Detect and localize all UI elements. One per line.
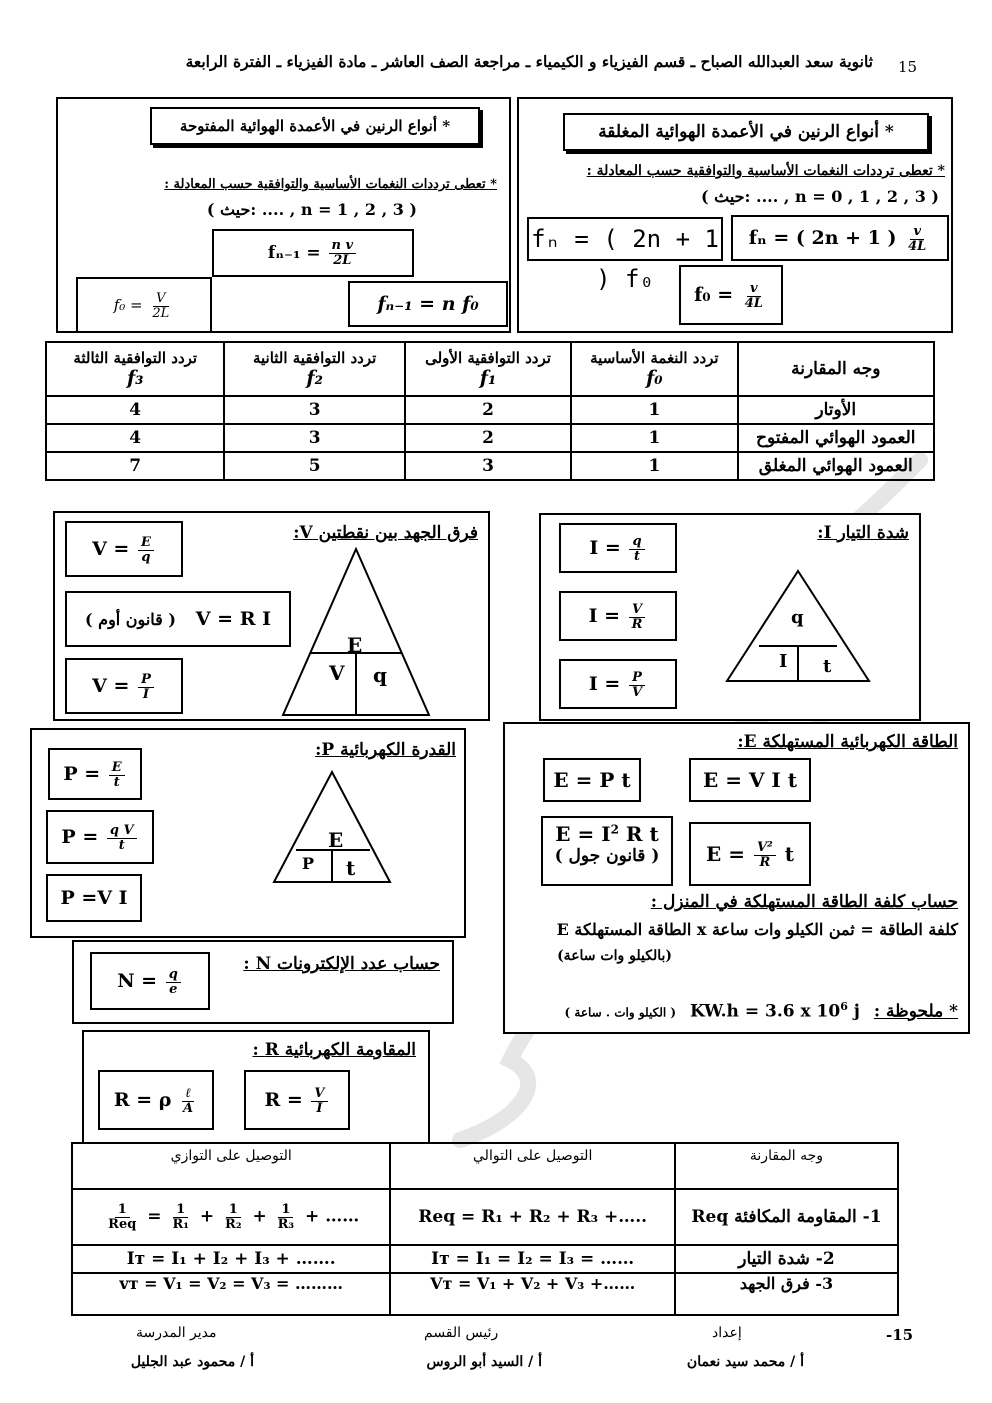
energy-f1-box xyxy=(543,758,641,802)
row-label: العمود الهوائي المفتوح xyxy=(738,424,934,452)
frac-num: 1 xyxy=(115,1203,130,1218)
table-row xyxy=(46,424,934,452)
energy-cost-eq: كلفة الطاقة = ثمن الكيلو وات ساعة x الطاقة المستهلكة E xyxy=(556,920,958,939)
voltage-f2-box xyxy=(65,591,291,647)
series-req: Req = R₁ + R₂ + R₃ +….. xyxy=(390,1189,675,1245)
page-number: 15 xyxy=(898,58,918,76)
energy-f3-box xyxy=(541,816,673,886)
current-panel xyxy=(539,513,921,721)
frac-num: 1 xyxy=(173,1203,188,1218)
header-label: وجه المقارنة xyxy=(791,359,881,379)
open-where: ( n = 1 , 2 , 3 , .... :حيث ) xyxy=(206,200,417,219)
energy-note-unit: ( الكيلو وات . ساعة ) xyxy=(564,1005,677,1020)
energy-f4-box xyxy=(689,822,811,886)
voltage-tri-right: q xyxy=(373,663,387,687)
energy-cost-title: حساب كلفة الطاقة المستهلكة في المنزل : xyxy=(650,892,958,912)
power-f3: P =V I xyxy=(60,887,128,909)
resistance-f1-num: ℓ xyxy=(182,1087,194,1102)
open-eq1-lhs: fₙ₋₁ = xyxy=(267,243,321,263)
voltage-tri-left: V xyxy=(329,661,345,685)
resistance-f1-box xyxy=(98,1070,214,1130)
resistance-f2-lhs: R = xyxy=(264,1089,303,1111)
open-eq2-num: V xyxy=(153,292,168,307)
current-tri-left: I xyxy=(779,651,788,672)
closed-note: * تعطى ترددات النغمات الأساسية والتوافقية حسب المعادلة : xyxy=(586,163,945,179)
frac-num: 1 xyxy=(278,1203,293,1218)
power-f1-den: t xyxy=(113,774,120,790)
row-label: الأوتار xyxy=(738,396,934,424)
open-eq3: fₙ₋₁ = n f₀ xyxy=(377,293,479,315)
current-f3-lhs: I = xyxy=(588,673,621,695)
resistance-f2-den: I xyxy=(316,1100,323,1116)
voltage-f3-box xyxy=(65,658,183,714)
table-row xyxy=(72,1189,898,1245)
energy-f4-num: V² xyxy=(754,841,776,856)
page-title: ثانوية سعد العبدالله الصباح ـ قسم الفيزياء و الكيمياء ـ مراجعة الصف العاشر ـ مادة الفيزياء ـ الفترة الرابعة xyxy=(185,52,873,71)
table-header xyxy=(405,342,571,396)
parallel-voltage: vᴛ = V₁ = V₂ = V₃ = ……… xyxy=(72,1273,390,1315)
energy-f3-b: R t xyxy=(618,822,659,846)
table-header: التوصيل على التوالي xyxy=(390,1143,675,1189)
closed-eq3-den: 4L xyxy=(744,295,763,311)
footer-prep-label: إعداد xyxy=(712,1325,742,1341)
resistance-f1-den: A xyxy=(183,1100,194,1116)
table-header xyxy=(224,342,404,396)
energy-note-sup: 6 xyxy=(840,1000,848,1013)
table-header xyxy=(738,342,934,396)
energy-f3-note: ( قانون جول ) xyxy=(554,846,660,866)
header-label: تردد التوافقية الثالثة xyxy=(73,349,198,367)
row-label: 3- فرق الجهد xyxy=(675,1273,898,1315)
header-label: تردد النغمة الأساسية xyxy=(590,349,719,367)
power-tri-right: t xyxy=(346,856,356,880)
open-eq1-box xyxy=(212,229,414,277)
power-f2-num: q V xyxy=(107,824,137,839)
energy-f3-a: E = I xyxy=(555,822,611,846)
voltage-f2-note: ( قانون أوم ) xyxy=(85,610,176,629)
electrons-panel xyxy=(72,940,454,1024)
cell: 4 xyxy=(46,424,224,452)
current-f3-num: P xyxy=(629,671,645,686)
open-eq2-den: 2L xyxy=(152,305,170,321)
closed-eq3-box xyxy=(679,265,783,325)
power-f2-lhs: P = xyxy=(61,826,99,848)
table-row xyxy=(46,452,934,480)
power-f1-lhs: P = xyxy=(63,763,101,785)
header-symbol: f₃ xyxy=(126,367,144,389)
circuits-table xyxy=(71,1142,899,1316)
header-symbol: f₀ xyxy=(646,367,663,389)
power-f2-den: t xyxy=(118,837,125,853)
electrons-title: حساب عدد الإلكترونات N : xyxy=(243,954,440,974)
open-eq2-lhs: f₀ = xyxy=(113,296,143,314)
header-label: تردد التوافقية الأولى xyxy=(425,349,551,367)
open-eq1-num: n v xyxy=(329,239,357,254)
voltage-panel xyxy=(53,511,490,721)
table-row xyxy=(72,1143,898,1189)
energy-cost-unit: (بالكيلو وات ساعة) xyxy=(557,948,672,964)
footer-page: -15 xyxy=(886,1326,914,1344)
current-f1-box xyxy=(559,523,677,573)
closed-eq2-box xyxy=(731,215,949,261)
header-symbol: f₂ xyxy=(306,367,323,389)
open-eq3-box xyxy=(348,281,508,327)
series-voltage: Vᴛ = V₁ + V₂ + V₃ +…… xyxy=(390,1273,675,1315)
current-f2-den: R xyxy=(631,616,643,632)
energy-f2: E = V I t xyxy=(703,768,797,792)
power-f1-box xyxy=(48,748,142,800)
table-header: التوصيل على التوازي xyxy=(72,1143,390,1189)
voltage-tri-top: E xyxy=(347,633,363,657)
open-columns-title: * أنواع الرنين في الأعمدة الهوائية المفتوحة xyxy=(150,107,480,145)
electrons-f1-lhs: N = xyxy=(117,970,158,992)
current-title: شدة التيار I: xyxy=(817,523,909,543)
table-row xyxy=(46,342,934,396)
frac-den: R₁ xyxy=(172,1216,189,1232)
energy-note-a: KW.h = 3.6 x 10 xyxy=(690,1001,841,1022)
open-note: * تعطى ترددات النغمات الأساسية والتوافقية حسب المعادلة : xyxy=(164,177,497,192)
power-f2-box xyxy=(46,810,154,864)
power-triangle xyxy=(272,770,392,884)
current-f3-den: V xyxy=(631,684,643,700)
power-tri-top: E xyxy=(328,828,344,852)
cell: 5 xyxy=(224,452,404,480)
current-f2-box xyxy=(559,591,677,641)
footer-head-name: أ / السيد أبو الروس xyxy=(426,1354,542,1370)
table-header xyxy=(46,342,224,396)
voltage-f1-den: q xyxy=(141,549,151,565)
resistance-f2-box xyxy=(244,1070,350,1130)
closed-eq1-box xyxy=(527,217,723,293)
frac-den: Req xyxy=(108,1216,137,1232)
current-f2-lhs: I = xyxy=(588,605,620,627)
energy-f4-rhs: t xyxy=(784,842,794,866)
row-label: العمود الهوائي المغلق xyxy=(738,452,934,480)
harmonics-table xyxy=(45,341,935,481)
cell: 2 xyxy=(405,396,571,424)
table-row xyxy=(72,1245,898,1273)
cell: 3 xyxy=(224,424,404,452)
footer-prep-name: أ / محمد سيد نعمان xyxy=(686,1354,804,1370)
closed-eq3-lhs: f₀ = xyxy=(694,284,734,306)
series-current: Iᴛ = I₁ = I₂ = I₃ = …… xyxy=(390,1245,675,1273)
cell: 4 xyxy=(46,396,224,424)
open-eq1-den: 2L xyxy=(333,253,352,268)
cell: 1 xyxy=(571,424,737,452)
energy-f1: E = P t xyxy=(553,768,631,792)
current-f1-num: q xyxy=(629,535,644,550)
voltage-f1-box xyxy=(65,521,183,577)
closed-eq3-num: v xyxy=(747,282,761,297)
header-label: تردد التوافقية الثانية xyxy=(252,349,377,367)
closed-eq1: fₙ = ( 2n + 1 ) f₀ xyxy=(531,225,719,293)
cell: 3 xyxy=(405,452,571,480)
electrons-f1-box xyxy=(90,952,210,1010)
energy-note-b: j xyxy=(847,1001,860,1022)
header-symbol: f₁ xyxy=(479,367,497,389)
voltage-f3-num: P xyxy=(138,673,154,688)
current-f1-den: t xyxy=(634,548,641,564)
current-f1-lhs: I = xyxy=(589,537,621,559)
open-eq2-box xyxy=(76,277,212,333)
electrons-f1-num: q xyxy=(166,968,181,983)
power-panel xyxy=(30,728,466,938)
current-tri-top: q xyxy=(791,607,804,628)
closed-where: ( n = 0 , 1 , 2 , 3 , .... :حيث ) xyxy=(700,187,939,206)
power-f3-box xyxy=(46,874,142,922)
voltage-triangle xyxy=(281,547,431,717)
table-header: وجه المقارنة xyxy=(675,1143,898,1189)
cell: 3 xyxy=(224,396,404,424)
energy-note xyxy=(565,1000,958,1022)
voltage-f1-lhs: V = xyxy=(92,538,130,560)
power-tri-left: P xyxy=(302,854,315,873)
energy-f3-sup: 2 xyxy=(610,822,619,837)
power-f1-num: E xyxy=(109,761,125,776)
parallel-current: Iᴛ = I₁ + I₂ + I₃ + ……. xyxy=(72,1245,390,1273)
cell: 1 xyxy=(571,396,737,424)
frac-num: 1 xyxy=(226,1203,241,1218)
energy-panel xyxy=(503,722,970,1034)
table-header xyxy=(571,342,737,396)
current-f2-num: V xyxy=(629,603,645,618)
current-tri-right: t xyxy=(823,656,832,677)
voltage-f3-lhs: V = xyxy=(92,675,130,697)
current-f3-box xyxy=(559,659,677,709)
energy-title: الطاقة الكهربائية المستهلكة E: xyxy=(737,732,958,752)
cell: 1 xyxy=(571,452,737,480)
table-row xyxy=(46,396,934,424)
electrons-f1-den: e xyxy=(169,981,178,997)
row-label: 2- شدة التيار xyxy=(675,1245,898,1273)
energy-f4-den: R xyxy=(759,855,771,870)
frac-den: R₃ xyxy=(277,1216,295,1232)
resistance-f1-lhs: R = ρ xyxy=(113,1089,172,1111)
open-columns-panel xyxy=(56,97,511,333)
voltage-title: فرق الجهد بين نقطتين V: xyxy=(293,523,478,543)
resistance-f2-num: V xyxy=(311,1087,327,1102)
cell: 7 xyxy=(46,452,224,480)
closed-eq2-lhs: fₙ = ( 2n + 1 ) xyxy=(748,227,897,249)
energy-f4-lhs: E = xyxy=(706,842,745,866)
voltage-f1-num: E xyxy=(138,536,154,551)
parallel-req: $\frac{1}{\text{Req}}$ = $\frac{1}{\text{R₁}}$ + $\frac{1}{\text{R₂}}$ + $\frac{1}{\text{R₃}}$ + …… xyxy=(72,1189,390,1245)
closed-eq2-num: v xyxy=(910,225,924,240)
closed-columns-title: * أنواع الرنين في الأعمدة الهوائية المغلقة xyxy=(563,113,929,151)
cell: 2 xyxy=(405,424,571,452)
voltage-f3-den: I xyxy=(142,686,149,702)
resistance-title: المقاومة الكهربائية R : xyxy=(252,1040,416,1060)
resistance-panel xyxy=(82,1030,430,1144)
table-row xyxy=(72,1273,898,1315)
energy-f2-box xyxy=(689,758,811,802)
energy-note-label: * ملحوظة : xyxy=(873,1001,958,1022)
frac-den: R₂ xyxy=(225,1216,242,1232)
footer-principal-name: أ / محمود عبد الجليل xyxy=(130,1354,254,1370)
closed-eq2-den: 4L xyxy=(908,238,927,254)
power-title: القدرة الكهربائية P: xyxy=(315,740,456,760)
closed-columns-panel xyxy=(517,97,953,333)
footer-head-label: رئيس القسم xyxy=(424,1325,499,1341)
voltage-f2: V = R I xyxy=(195,608,271,630)
footer-principal-label: مدير المدرسة xyxy=(136,1325,217,1341)
row-label: 1- المقاومة المكافئة Req xyxy=(675,1189,898,1245)
